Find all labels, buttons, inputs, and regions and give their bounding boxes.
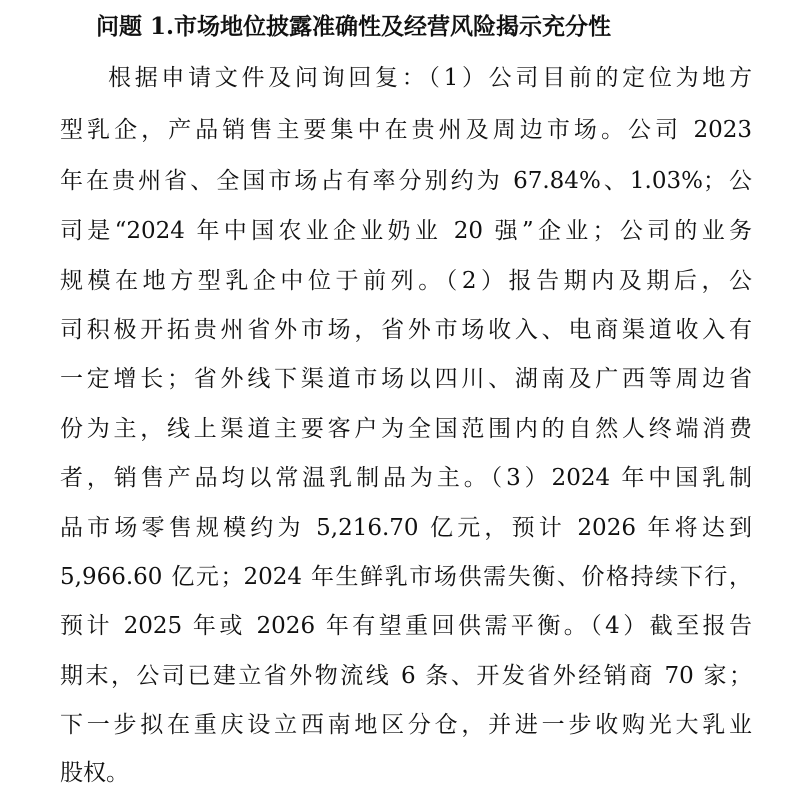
paragraph-line-11: 5,966.60 亿元；2024 年生鲜乳市场供需失衡、价格持续下行， (60, 564, 752, 590)
paragraph-line-2: 型乳企，产品销售主要集中在贵州及周边市场。公司 2023 (60, 117, 752, 143)
paragraph-line-1: 根据申请文件及问询回复：（1）公司目前的定位为地方 (108, 65, 752, 91)
paragraph-line-6: 司积极开拓贵州省外市场，省外市场收入、电商渠道收入有 (60, 317, 752, 343)
paragraph-line-13: 期末，公司已建立省外物流线 6 条、开发省外经销商 70 家； (60, 663, 752, 689)
paragraph-line-8: 份为主，线上渠道主要客户为全国范围内的自然人终端消费 (60, 416, 752, 442)
paragraph-line-4: 司是“2024 年中国农业企业奶业 20 强”企业；公司的业务 (60, 218, 752, 244)
paragraph-line-5: 规模在地方型乳企中位于前列。（2）报告期内及期后，公 (60, 268, 752, 294)
paragraph-line-15: 股权。 (60, 760, 129, 786)
question-heading: 问题 1.市场地位披露准确性及经营风险揭示充分性 (96, 13, 612, 40)
paragraph-line-9: 者，销售产品均以常温乳制品为主。（3）2024 年中国乳制 (60, 465, 752, 491)
paragraph-line-14: 下一步拟在重庆设立西南地区分仓，并进一步收购光大乳业 (60, 712, 752, 738)
paragraph-line-12: 预计 2025 年或 2026 年有望重回供需平衡。（4）截至报告 (60, 613, 752, 639)
paragraph-line-10: 品市场零售规模约为 5,216.70 亿元，预计 2026 年将达到 (60, 515, 752, 541)
paragraph-line-7: 一定增长；省外线下渠道市场以四川、湖南及广西等周边省 (60, 366, 752, 392)
paragraph-line-3: 年在贵州省、全国市场占有率分别约为 67.84%、1.03%；公 (60, 168, 752, 194)
